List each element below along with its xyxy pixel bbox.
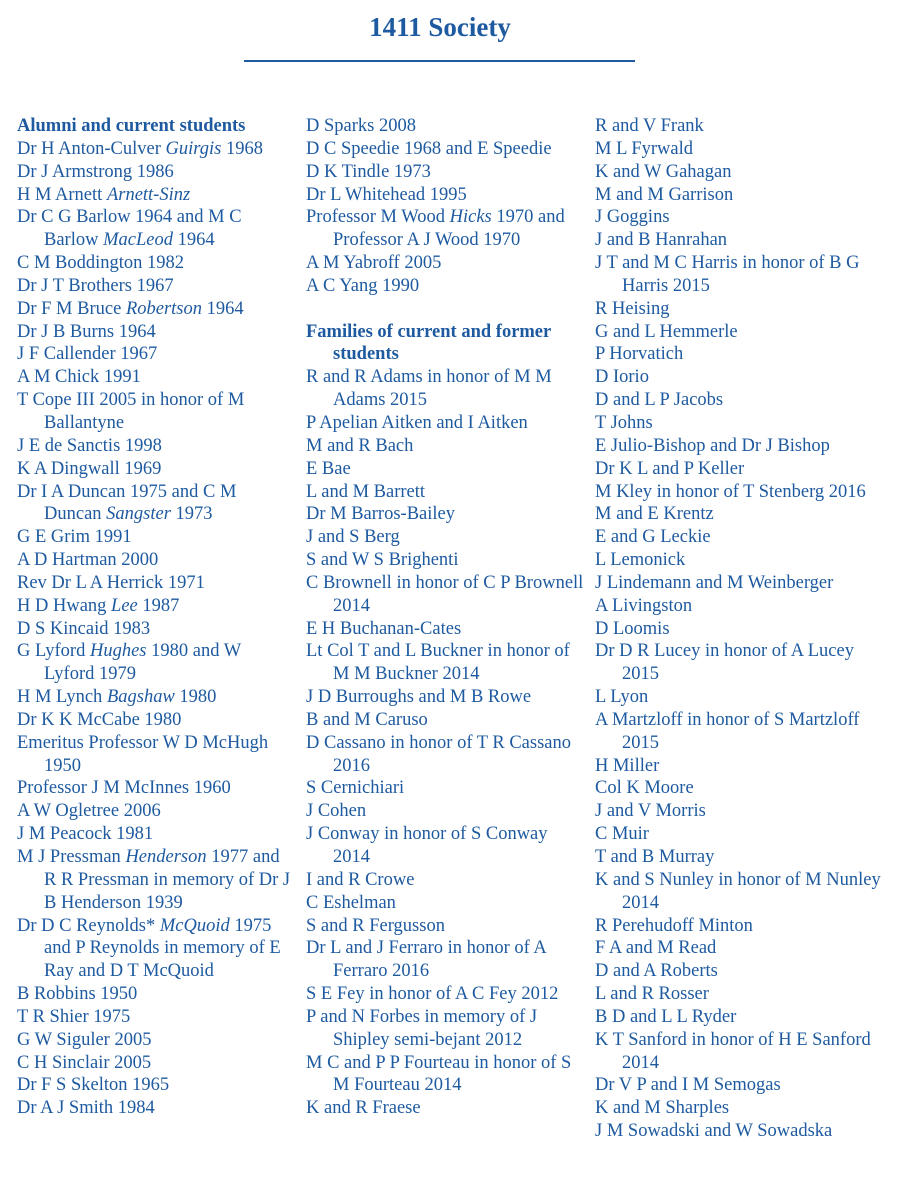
donor-entry <box>17 206 292 252</box>
entry-text: M J Pressman <box>17 847 126 867</box>
entry-text: K and M Sharples <box>595 1098 730 1119</box>
entry-text: E Julio-Bishop and Dr J Bishop <box>595 435 830 456</box>
donor-entry <box>17 321 292 344</box>
donor-entry <box>595 412 885 435</box>
donor-entry <box>595 343 885 366</box>
entry-text: J T and M C Harris in honor of B G Harris 2015 <box>595 253 860 296</box>
entry-text: J D Burroughs and M B Rowe <box>306 687 532 708</box>
entry-text: R and V Frank <box>595 116 704 136</box>
section-heading: Families of current and former students <box>306 321 551 365</box>
donor-entry <box>595 846 885 869</box>
donor-entry <box>17 458 292 481</box>
entry-text: J M Sowadski and W Sowadska <box>595 1121 833 1142</box>
entry-text: Dr D C Reynolds* <box>17 915 160 936</box>
entry-text: J M Peacock 1981 <box>17 824 154 845</box>
donor-entry <box>306 481 586 504</box>
donor-entry <box>595 755 885 778</box>
entry-text: G W Siguler 2005 <box>17 1029 152 1050</box>
entry-text: D K Tindle 1973 <box>306 161 431 182</box>
maiden-name: Lee <box>111 595 138 616</box>
entry-text: T Cope III 2005 in honor of M Ballantyne <box>17 390 245 433</box>
donor-entry <box>17 1006 292 1029</box>
donor-entry <box>17 1052 292 1075</box>
entry-text: R and R Adams in honor of M M Adams 2015 <box>306 367 552 411</box>
donor-entry <box>17 526 292 549</box>
entry-text: R Heising <box>595 298 670 319</box>
donor-entry <box>306 732 586 778</box>
donor-entry <box>595 549 885 572</box>
donor-entry <box>17 709 292 732</box>
entry-text: J F Callender 1967 <box>17 344 158 365</box>
entry-text: B Robbins 1950 <box>17 984 138 1005</box>
donor-entry <box>595 184 885 207</box>
entry-text: Dr K K McCabe 1980 <box>17 709 182 730</box>
entry-text: T and B Murray <box>595 847 715 867</box>
donor-entry <box>595 686 885 709</box>
entry-text: Dr I A Duncan 1975 and C M Duncan <box>17 481 237 525</box>
entry-text: M and M Garrison <box>595 184 734 205</box>
donor-entry <box>595 869 885 915</box>
entry-text: 1964 <box>202 298 244 319</box>
entry-text: L and M Barrett <box>306 481 426 502</box>
donor-entry <box>17 983 292 1006</box>
column-2 <box>306 115 586 1120</box>
donor-entry <box>17 572 292 595</box>
donor-entry <box>306 618 586 641</box>
entry-text: 1980 <box>174 687 217 708</box>
entry-text: 1964 <box>172 230 215 251</box>
donor-entry <box>595 1006 885 1029</box>
donor-entry <box>306 869 586 892</box>
donor-entry <box>595 640 885 686</box>
entry-text: L Lemonick <box>595 550 686 571</box>
entry-text: D Iorio <box>595 367 649 388</box>
donor-entry <box>595 526 885 549</box>
entry-text: 1987 <box>137 595 180 616</box>
entry-text: J Conway in honor of S Conway 2014 <box>306 824 548 867</box>
entry-text: Professor J M McInnes 1960 <box>17 778 231 799</box>
donor-entry <box>306 503 586 526</box>
donor-entry <box>17 1074 292 1097</box>
entry-text: Dr A J Smith 1984 <box>17 1098 155 1119</box>
donor-entry <box>595 298 885 321</box>
donor-entry <box>595 777 885 800</box>
donor-entry <box>306 777 586 800</box>
maiden-name: Guirgis <box>165 138 222 159</box>
donor-entry <box>306 526 586 549</box>
donor-entry <box>306 640 586 686</box>
donor-entry <box>17 686 292 709</box>
entry-text: D C Speedie 1968 and E Speedie <box>306 138 552 159</box>
entry-text: 1973 <box>170 504 213 525</box>
entry-text: H M Arnett <box>17 184 107 205</box>
entry-text: D Cassano in honor of T R Cassano 2016 <box>306 732 571 776</box>
donor-entry <box>595 937 885 960</box>
donor-entry <box>17 481 292 527</box>
donor-entry <box>17 915 292 984</box>
entry-text: M Kley in honor of T Stenberg 2016 <box>595 481 866 502</box>
donor-entry <box>17 1029 292 1052</box>
donor-entry <box>595 458 885 481</box>
donor-entry <box>306 412 586 435</box>
donor-entry <box>306 892 586 915</box>
entry-text: K and W Gahagan <box>595 161 732 182</box>
donor-entry <box>595 960 885 983</box>
donor-entry <box>17 366 292 389</box>
donor-entry <box>595 481 885 504</box>
entry-text: L Lyon <box>595 687 649 708</box>
maiden-name: Sangster <box>106 504 171 525</box>
entry-text: A W Ogletree 2006 <box>17 801 161 822</box>
donor-entry <box>17 1097 292 1120</box>
donor-entry <box>595 800 885 823</box>
entry-text: 1970 and Professor A J Wood 1970 <box>333 207 565 251</box>
entry-text: G E Grim 1991 <box>17 527 132 548</box>
entry-text: M L Fyrwald <box>595 138 693 159</box>
section-heading: Alumni and current students <box>17 116 246 136</box>
donor-entry <box>595 595 885 618</box>
entry-text: 1980 and W Lyford 1979 <box>44 641 241 685</box>
donor-entry <box>17 800 292 823</box>
donor-entry <box>595 709 885 755</box>
entry-text: J Cohen <box>306 801 367 822</box>
entry-text: Lt Col T and L Buckner in honor of M M Buckner 2014 <box>306 641 570 685</box>
donor-entry <box>595 1097 885 1120</box>
donor-entry <box>17 640 292 686</box>
donor-entry <box>306 1006 586 1052</box>
donor-entry <box>595 823 885 846</box>
donor-entry <box>306 1097 586 1120</box>
donor-entry <box>595 503 885 526</box>
entry-text: Dr V P and I M Semogas <box>595 1075 781 1096</box>
entry-text: Emeritus Professor W D McHugh 1950 <box>17 732 269 776</box>
donor-entry <box>17 161 292 184</box>
entry-text: L and R Rosser <box>595 984 709 1005</box>
donor-entry <box>306 366 586 412</box>
page-title: 1411 Society <box>369 12 511 42</box>
donor-entry <box>306 138 586 161</box>
entry-text: C Eshelman <box>306 892 396 913</box>
entry-text: A C Yang 1990 <box>306 275 420 296</box>
donor-entry <box>306 435 586 458</box>
entry-text: M and E Krentz <box>595 504 714 525</box>
maiden-name: MacLeod <box>103 230 173 251</box>
entry-text: D and L P Jacobs <box>595 390 724 411</box>
entry-text: J and V Morris <box>595 801 706 822</box>
entry-text: G and L Hemmerle <box>595 321 738 342</box>
entry-text: S and W S Brighenti <box>306 550 459 571</box>
donor-entry <box>306 115 586 138</box>
donor-entry <box>306 983 586 1006</box>
entry-text: S Cernichiari <box>306 778 405 799</box>
entry-text: A M Chick 1991 <box>17 367 141 388</box>
donor-entry <box>17 435 292 458</box>
maiden-name: Robertson <box>125 298 202 319</box>
title-divider <box>244 60 635 62</box>
donor-entry <box>595 1074 885 1097</box>
entry-text: M C and P P Fourteau in honor of S M Fourteau 2014 <box>306 1052 572 1096</box>
entry-text: 1968 <box>221 138 263 159</box>
entry-text: Dr K L and P Keller <box>595 458 745 479</box>
entry-text: D Sparks 2008 <box>306 116 416 136</box>
donor-entry <box>595 389 885 412</box>
entry-text: T R Shier 1975 <box>17 1006 131 1027</box>
donor-entry <box>306 572 586 618</box>
donor-entry <box>17 138 292 161</box>
entry-text: Dr M Barros-Bailey <box>306 504 455 525</box>
donor-entry <box>595 983 885 1006</box>
entry-text: M and R Bach <box>306 435 414 456</box>
donor-entry <box>306 823 586 869</box>
section-spacer <box>306 298 586 321</box>
donor-entry <box>595 1120 885 1143</box>
donor-entry <box>595 229 885 252</box>
entry-text: A Martzloff in honor of S Martzloff 2015 <box>595 709 860 753</box>
entry-text: K A Dingwall 1969 <box>17 458 162 479</box>
donor-entry <box>595 618 885 641</box>
entry-text: J and S Berg <box>306 527 400 548</box>
entry-text: D S Kincaid 1983 <box>17 618 151 639</box>
entry-text: Dr L Whitehead 1995 <box>306 184 467 205</box>
entry-text: K and S Nunley in honor of M Nunley 2014 <box>595 869 881 913</box>
entry-text: E and G Leckie <box>595 527 711 548</box>
column-3 <box>595 115 885 1143</box>
entry-text: A Livingston <box>595 595 693 616</box>
column-1 <box>17 115 292 1120</box>
entry-text: Dr J T Brothers 1967 <box>17 275 174 296</box>
entry-text: E H Buchanan-Cates <box>306 618 462 639</box>
donor-entry <box>17 732 292 778</box>
entry-text: E Bae <box>306 458 351 479</box>
entry-text: B and M Caruso <box>306 709 428 730</box>
donor-entry <box>595 435 885 458</box>
donor-entry <box>17 595 292 618</box>
donor-entry <box>17 252 292 275</box>
donor-entry <box>306 915 586 938</box>
donor-entry <box>595 206 885 229</box>
entry-text: H Miller <box>595 755 660 776</box>
donor-entry <box>595 915 885 938</box>
donor-entry <box>306 686 586 709</box>
entry-text: C M Boddington 1982 <box>17 253 185 274</box>
donor-entry <box>17 618 292 641</box>
entry-text: R Perehudoff Minton <box>595 915 753 936</box>
entry-text: D and A Roberts <box>595 961 718 982</box>
entry-text: K and R Fraese <box>306 1098 421 1119</box>
maiden-name: McQuoid <box>159 915 230 936</box>
entry-text: P and N Forbes in memory of J Shipley semi-bejant 2012 <box>306 1006 538 1050</box>
maiden-name: Bagshaw <box>106 687 175 708</box>
donor-entry <box>595 138 885 161</box>
entry-text: K T Sanford in honor of H E Sanford 2014 <box>595 1029 871 1073</box>
entry-text: Dr L and J Ferraro in honor of A Ferraro 2016 <box>306 938 546 982</box>
entry-text: H M Lynch <box>17 687 107 708</box>
donor-entry <box>306 252 586 275</box>
donor-entry <box>17 549 292 572</box>
donor-entry <box>595 321 885 344</box>
entry-text: A D Hartman 2000 <box>17 550 159 571</box>
entry-text: J Lindemann and M Weinberger <box>595 572 834 593</box>
maiden-name: Henderson <box>125 847 207 867</box>
donor-entry <box>595 252 885 298</box>
donor-entry <box>306 937 586 983</box>
entry-text: Dr J Armstrong 1986 <box>17 161 174 182</box>
donor-entry <box>306 549 586 572</box>
donor-entry <box>17 777 292 800</box>
entry-text: G Lyford <box>17 641 90 662</box>
entry-text: P Horvatich <box>595 344 684 365</box>
donor-entry <box>17 823 292 846</box>
entry-text: I and R Crowe <box>306 869 415 890</box>
donor-entry <box>306 458 586 481</box>
entry-text: Dr H Anton-Culver <box>17 138 166 159</box>
entry-text: Dr F S Skelton 1965 <box>17 1075 170 1096</box>
donor-entry <box>17 389 292 435</box>
donor-entry <box>595 1029 885 1075</box>
entry-text: J and B Hanrahan <box>595 230 728 251</box>
donor-entry <box>595 572 885 595</box>
entry-text: P Apelian Aitken and I Aitken <box>306 412 528 433</box>
entry-text: C Brownell in honor of C P Brownell 2014 <box>306 572 584 616</box>
entry-text: S E Fey in honor of A C Fey 2012 <box>306 984 559 1005</box>
entry-text: C Muir <box>595 824 649 845</box>
entry-text: S and R Fergusson <box>306 915 445 936</box>
entry-text: J Goggins <box>595 207 670 228</box>
entry-text: H D Hwang <box>17 595 112 616</box>
donor-entry <box>595 161 885 184</box>
entry-text: F A and M Read <box>595 938 717 959</box>
donor-entry <box>306 184 586 207</box>
entry-text: Rev Dr L A Herrick 1971 <box>17 572 205 593</box>
donor-entry <box>595 366 885 389</box>
donor-entry <box>17 184 292 207</box>
maiden-name: Hicks <box>449 207 492 228</box>
entry-text: Professor M Wood <box>306 207 450 228</box>
entry-text: Dr C G Barlow 1964 and M C Barlow <box>17 207 242 251</box>
entry-text: D Loomis <box>595 618 670 639</box>
donor-entry <box>306 1052 586 1098</box>
entry-text: T Johns <box>595 412 653 433</box>
donor-entry <box>17 298 292 321</box>
entry-text: J E de Sanctis 1998 <box>17 435 162 456</box>
donor-entry <box>306 709 586 732</box>
entry-text: B D and L L Ryder <box>595 1006 737 1027</box>
entry-text: 1977 and R R Pressman in memory of Dr J B Henderson 1939 <box>44 847 291 913</box>
entry-text: Dr D R Lucey in honor of A Lucey 2015 <box>595 641 854 685</box>
maiden-name: Arnett-Sinz <box>106 184 191 205</box>
entry-text: C H Sinclair 2005 <box>17 1052 152 1073</box>
maiden-name: Hughes <box>89 641 147 662</box>
donor-entry <box>595 115 885 138</box>
donor-entry <box>306 161 586 184</box>
entry-text: A M Yabroff 2005 <box>306 253 442 274</box>
entry-text: Dr J B Burns 1964 <box>17 321 156 342</box>
entry-text: 1975 and P Reynolds in memory of E Ray and D T McQuoid <box>44 915 281 982</box>
donor-entry <box>17 343 292 366</box>
donor-entry <box>306 206 586 252</box>
donor-entry <box>17 275 292 298</box>
entry-text: Col K Moore <box>595 778 694 799</box>
donor-entry <box>306 800 586 823</box>
entry-text: Dr F M Bruce <box>17 298 126 319</box>
donor-entry <box>17 846 292 915</box>
donor-entry <box>306 275 586 298</box>
